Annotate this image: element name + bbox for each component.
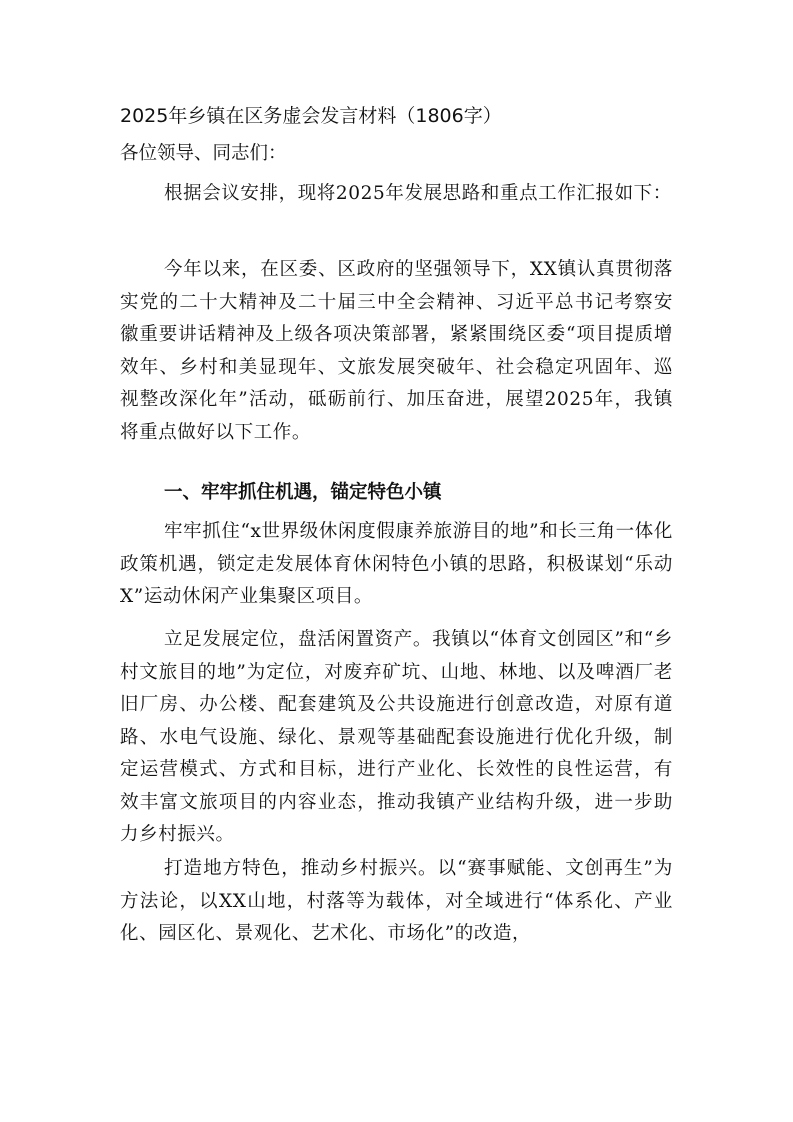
paragraph-overview: 今年以来，在区委、区政府的坚强领导下，XX镇认真贯彻落实党的二十大精神及二十届三中全会精神、习近平总书记考察安徽重要讲话精神及上级各项决策部署，紧紧围绕区委“项目提质增效年、乡村和美显现年、文旅发展突破年、社会稳定巩固年、巡视整改深化年”活动，砥砺前行、加压奋进，展望2025年，我镇将重点做好以下工作。 <box>120 259 673 443</box>
section-heading-1: 一、牢牢抓住机遇，锚定特色小镇 <box>164 482 442 503</box>
document-title: 2025年乡镇在区务虚会发言材料（1806字） <box>120 105 502 127</box>
paragraph-section1-assets: 立足发展定位，盘活闲置资产。我镇以“体育文创园区”和“乡村文旅目的地”为定位，对废弃矿坑、山地、林地、以及啤酒厂老旧厂房、办公楼、配套建筑及公共设施进行创意改造，对原有道路、水电气设施、绿化、景观等基础配套设施进行优化升级，制定运营模式、方式和目标，进行产业化、长效性的良性运营，有效丰富文旅项目的内容业态，推动我镇产业结构升级，进一步助力乡村振兴。 <box>120 629 673 845</box>
salutation: 各位领导、同志们： <box>120 143 287 164</box>
paragraph-section1-opportunity: 牢牢抓住“x世界级休闲度假康养旅游目的地”和长三角一体化政策机遇，锁定走发展体育休闲特色小镇的思路，积极谋划“乐动X”运动休闲产业集聚区项目。 <box>120 521 673 607</box>
paragraph-section1-revitalization: 打造地方特色，推动乡村振兴。以“赛事赋能、文创再生”为方法论，以XX山地，村落等为载体，对全域进行“体系化、产业化、园区化、景观化、艺术化、市场化”的改造， <box>120 858 673 944</box>
paragraph-intro: 根据会议安排，现将2025年发展思路和重点工作汇报如下： <box>164 183 672 204</box>
